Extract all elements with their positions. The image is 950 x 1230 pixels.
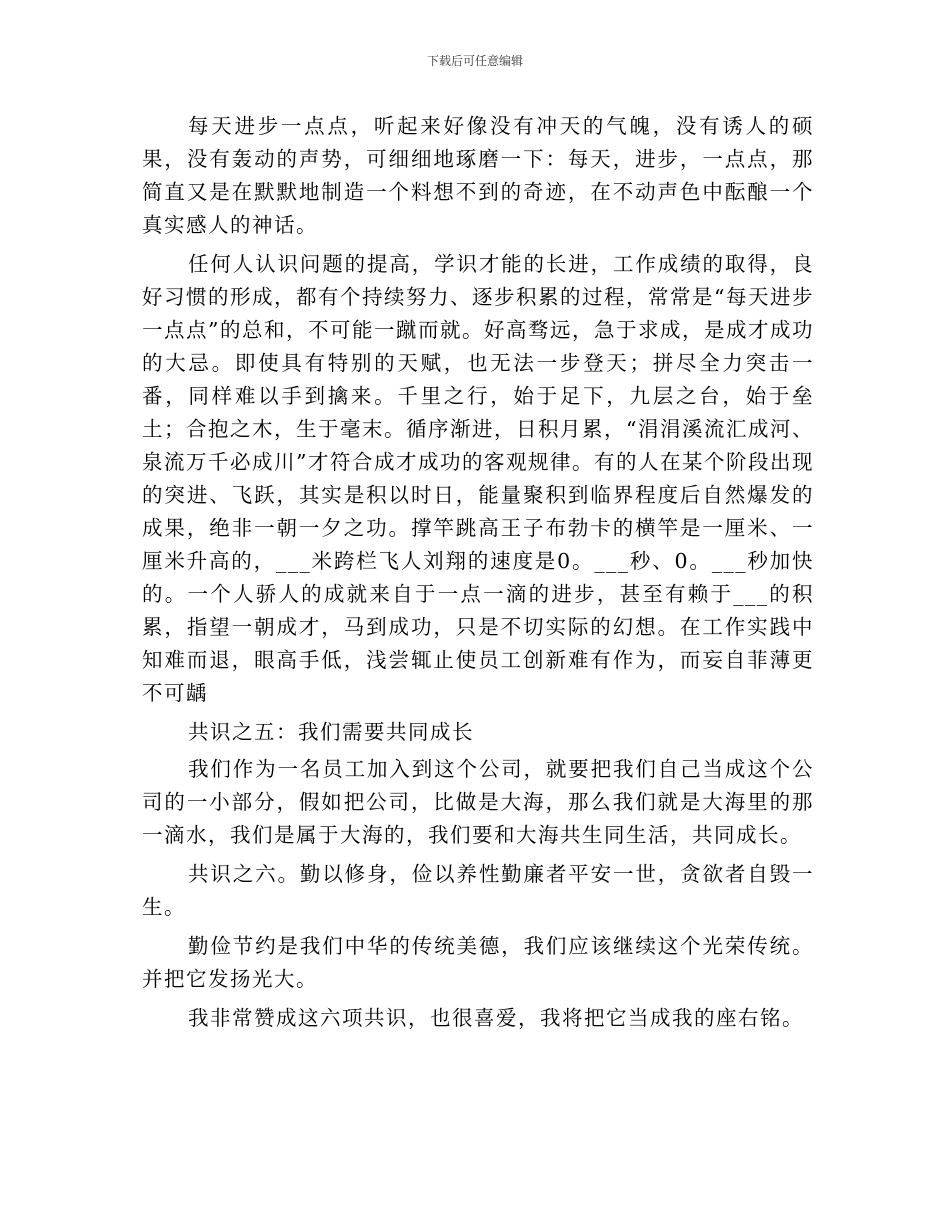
paragraph-conclusion: 我非常赞成这六项共识，也很喜爱，我将把它当成我的座右铭。: [188, 1006, 804, 1030]
paragraph-progress-daily: 每天进步一点点，听起来好像没有冲天的气魄，没有诱人的硕果，没有轰动的声势，可细细地琢磨一下：每天，进步，一点点，那简直又是在默默地制造一个料想不到的奇迹，在不动声色中酝酿一个真实感人的神话。: [142, 114, 814, 237]
paragraph-accumulation: 任何人认识问题的提高，学识才能的长进，工作成绩的取得，良好习惯的形成，都有个持续努力、逐步积累的过程，常常是“每天进步一点点”的总和，不可能一蹴而就。好高骛远，急于求成，是成才成功的大忌。即使具有特别的天赋，也无法一步登天；拼尽全力突击一番，同样难以手到擒来。千里之行，始于足下，九层之台，始于垒土；合抱之木，生于毫末。循序渐进，日积月累，“涓涓溪流汇成河、泉流万千必成川”才符合成才成功的客观规律。有的人在某个阶段出现的突进、飞跃，其实是积以时日，能量聚积到临界程度后自然爆发的成果，绝非一朝一夕之功。撑竿跳高王子布勃卡的横竿是一厘米、一厘米升高的，___米跨栏飞人刘翔的速度是0。___秒、0。___秒加快的。一个人骄人的成就来自于一点一滴的进步，甚至有赖于___的积累，指望一朝成才，马到成功，只是不切实际的幻想。在工作实践中知难而退，眼高手低，浅尝辄止使员工创新难有作为，而妄自菲薄更不可龋: [142, 252, 814, 705]
page-header: 下载后可任意编辑: [426, 54, 523, 68]
document-body: [142, 110, 814, 1041]
heading-consensus-five: 共识之五：我们需要共同成长: [188, 720, 474, 744]
paragraph-consensus-six: 共识之六。勤以修身，俭以养性勤廉者平安一世，贪欲者自毁一生。: [142, 862, 814, 919]
paragraph-grow-together: 我们作为一名员工加入到这个公司，就要把我们自己当成这个公司的一小部分，假如把公司，比做是大海，那么我们就是大海里的那一滴水，我们是属于大海的，我们要和大海共生同生活，共同成长。: [142, 757, 814, 847]
paragraph-thrift: 勤俭节约是我们中华的传统美德，我们应该继续这个光荣传统。并把它发扬光大。: [142, 934, 814, 991]
